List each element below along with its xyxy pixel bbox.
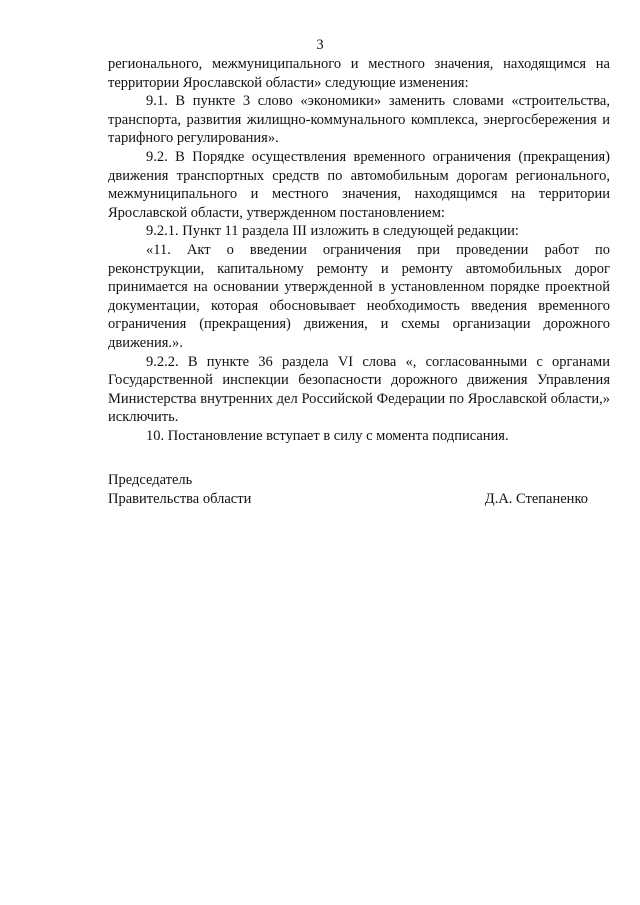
paragraph-continuation: регионального, межмуниципального и местного значения, находящимся на территории Ярославской области» следующие изменения: (108, 56, 610, 91)
paragraph-10: 10. Постановление вступает в силу с момента подписания. (146, 427, 509, 444)
signatory-name: Д.А. Степаненко (484, 490, 588, 507)
paragraph-9-1: 9.1. В пункте 3 слово «экономики» заменить словами «строительства, транспорта, развития жилищно-коммунального комплекса, энергосбережения и тарифного регулирования». (108, 93, 610, 147)
signatory-position-line2: Правительства области (108, 490, 252, 507)
signature-block (108, 471, 588, 508)
page-number: 3 (316, 37, 324, 53)
paragraph-9-2-1: 9.2.1. Пункт 11 раздела III изложить в следующей редакции: (146, 223, 519, 240)
paragraph-9-2-2: 9.2.2. В пункте 36 раздела VI слова «, согласованными с органами Государственной инспекции безопасности дорожного движения Управления Министерства внутренних дел Российской Федерации по Ярославской области,» исключить. (108, 353, 610, 426)
signatory-position-line1: Председатель (108, 472, 193, 488)
signature-row (108, 490, 588, 509)
paragraph-9-2: 9.2. В Порядке осуществления временного ограничения (прекращения) движения транспортных средств по автомобильным дорогам регионального, межмуниципального и местного значения, находящимся на территории Ярославской области, утвержденном постановлением: (108, 148, 610, 221)
document-body (108, 55, 610, 445)
paragraph-quote-11: «11. Акт о введении ограничения при проведении работ по реконструкции, капитальному ремонту и ремонту автомобильных дорог принимается на основании утвержденной в установленном порядке проектной документации, которая обосновывает необходимость введения временного ограничения (прекращения) движения, и схемы организации дорожного движения.». (108, 241, 610, 351)
